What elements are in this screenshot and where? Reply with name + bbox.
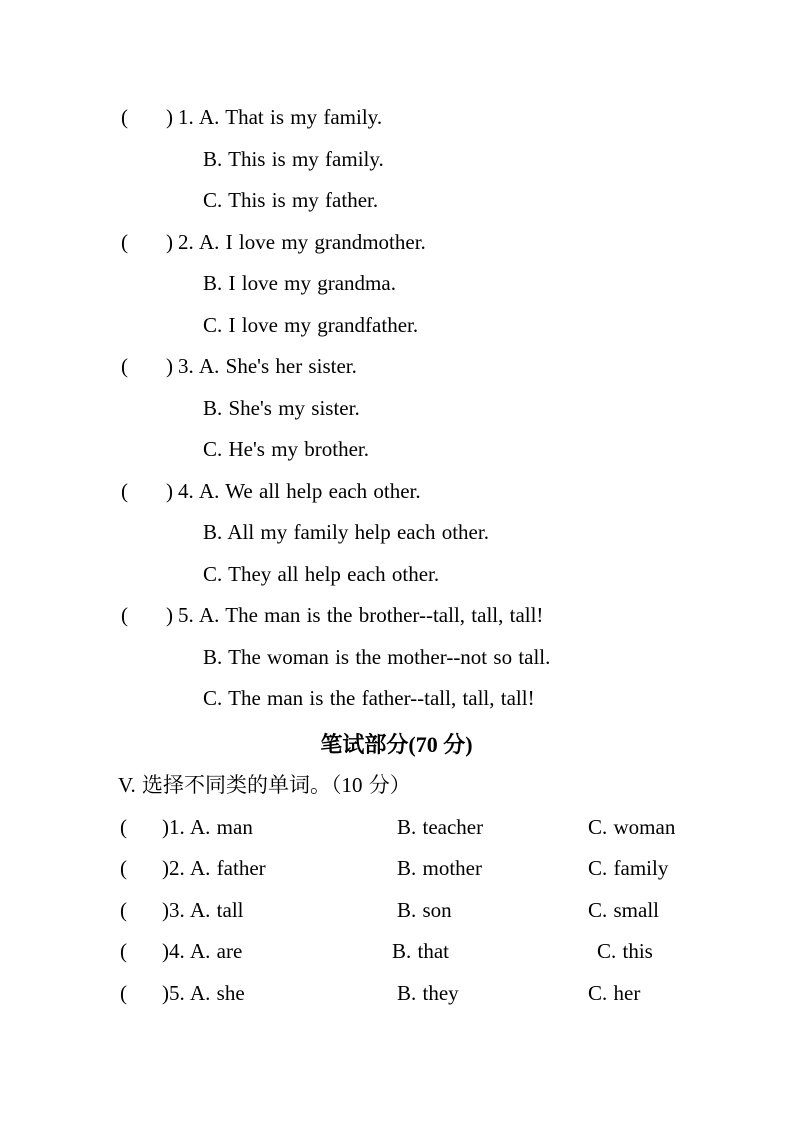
row-paren-number	[162, 807, 185, 849]
question-1-option-c-line	[0, 180, 793, 222]
question-4-option-c-line	[0, 554, 793, 596]
question-3-option-c-line	[0, 429, 793, 471]
option-a-text: A. I love my grandmother.	[199, 229, 426, 254]
row-number: 5.	[169, 980, 185, 1005]
option-a: A. are	[190, 939, 243, 963]
option-a-text: A. We all help each other.	[199, 478, 421, 503]
option-b-text: B. This is my family.	[203, 146, 384, 171]
row-number: 1.	[169, 814, 185, 839]
question-3-option-b-line	[0, 388, 793, 430]
question-4-option-b-line	[0, 512, 793, 554]
row-number: 4.	[169, 939, 185, 963]
written-section-title-text: 笔试部分(70 分)	[320, 731, 473, 757]
choice-row-4	[0, 931, 793, 973]
row-paren-number	[162, 848, 185, 890]
option-a: A. father	[190, 856, 266, 880]
option-b-text: B. She's my sister.	[203, 395, 360, 420]
option-b: B. teacher	[397, 814, 484, 839]
question-2-option-a-line	[0, 222, 793, 264]
test-paper-content	[0, 97, 793, 1014]
option-c-text: C. This is my father.	[203, 188, 379, 212]
question-5-option-a-line	[0, 595, 793, 637]
option-c-text: C. The man is the father--tall, tall, tall!	[203, 686, 535, 710]
question-5-option-c-line	[0, 678, 793, 720]
choice-row-1	[0, 807, 793, 849]
option-a: A. she	[190, 980, 245, 1005]
answer-blank-paren-close: )	[166, 354, 173, 378]
answer-blank-paren-close: )	[166, 478, 173, 503]
answer-blank-paren-open: (	[120, 980, 127, 1005]
row-number: 3.	[169, 897, 185, 922]
question-4-option-a-line	[0, 471, 793, 513]
question-5-option-b-line	[0, 637, 793, 679]
answer-blank-paren-close: )	[162, 897, 169, 922]
answer-blank-paren-open: (	[121, 603, 128, 627]
question-3-option-a-line	[0, 346, 793, 388]
question-2-option-b-line	[0, 263, 793, 305]
question-number: 3.	[178, 354, 194, 378]
answer-blank-paren-open: (	[120, 856, 127, 880]
question-1-option-b-line	[0, 139, 793, 181]
answer-blank-paren-close: )	[166, 105, 173, 129]
answer-blank-paren-close: )	[166, 603, 173, 627]
written-section-title	[0, 724, 793, 766]
option-b-text: B. All my family help each other.	[203, 520, 489, 544]
option-b: B. they	[397, 980, 459, 1005]
option-a-text: A. She's her sister.	[199, 354, 357, 378]
option-a-text: A. The man is the brother--tall, tall, tall!	[199, 603, 544, 627]
option-b-text: B. I love my grandma.	[203, 271, 396, 295]
answer-blank-paren-open: (	[120, 897, 127, 922]
option-c-text: C. I love my grandfather.	[203, 312, 419, 337]
question-1-option-a-line	[0, 97, 793, 139]
option-b: B. son	[397, 897, 452, 922]
part-v-heading: V. 选择不同类的单词。（10 分）	[118, 773, 411, 797]
option-a-text: A. That is my family.	[199, 105, 383, 129]
answer-blank-paren-open: (	[121, 478, 128, 503]
answer-blank-paren-close: )	[162, 980, 169, 1005]
question-number: 1.	[178, 105, 194, 129]
question-number: 4.	[178, 478, 194, 503]
answer-blank-paren-open: (	[120, 814, 127, 839]
answer-blank-paren-close: )	[166, 229, 173, 254]
answer-blank-paren-open: (	[121, 105, 128, 129]
answer-blank-paren-close: )	[162, 939, 169, 963]
answer-blank-paren-close: )	[162, 856, 169, 880]
option-b-text: B. The woman is the mother--not so tall.	[203, 644, 551, 669]
question-2-option-c-line	[0, 305, 793, 347]
option-c: C. this	[597, 939, 653, 963]
option-c: C. woman	[588, 814, 676, 839]
row-number: 2.	[169, 856, 185, 880]
option-c: C. family	[588, 856, 669, 880]
choice-row-2	[0, 848, 793, 890]
option-b: B. mother	[397, 856, 482, 880]
row-paren-number	[162, 931, 185, 973]
option-c-text: C. They all help each other.	[203, 561, 440, 586]
part-v-heading-line	[0, 765, 793, 807]
option-b: B. that	[392, 939, 449, 963]
choice-row-3	[0, 890, 793, 932]
answer-blank-paren-open: (	[121, 229, 128, 254]
choice-row-5	[0, 973, 793, 1015]
answer-blank-paren-open: (	[121, 354, 128, 378]
option-a: A. man	[190, 814, 253, 839]
question-number: 5.	[178, 603, 194, 627]
answer-blank-paren-open: (	[120, 939, 127, 963]
answer-blank-paren-close: )	[162, 814, 169, 839]
option-c-text: C. He's my brother.	[203, 437, 370, 461]
option-c: C. her	[588, 980, 641, 1005]
option-a: A. tall	[190, 897, 244, 922]
row-paren-number	[162, 890, 185, 932]
option-c: C. small	[588, 897, 660, 922]
row-paren-number	[162, 973, 185, 1015]
question-number: 2.	[178, 229, 194, 254]
